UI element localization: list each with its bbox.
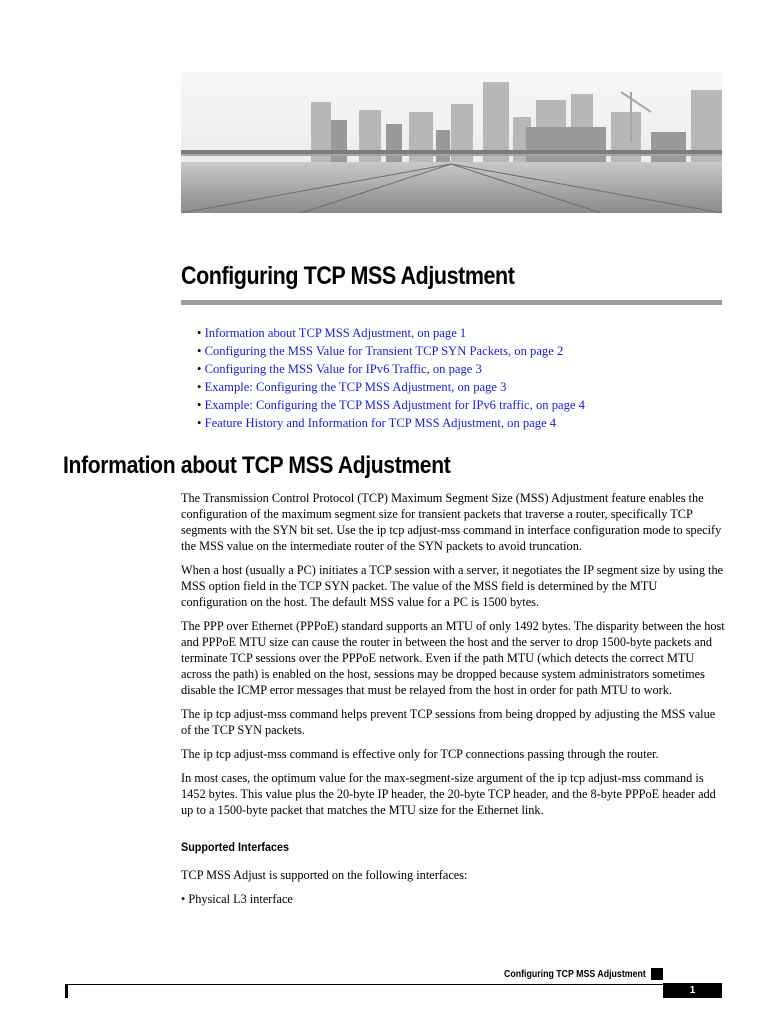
- toc-link[interactable]: Configuring the MSS Value for IPv6 Traffic, on page 3: [204, 362, 482, 376]
- footer-tick: [65, 984, 68, 998]
- body-paragraph: The ip tcp adjust-mss command is effective only for TCP connections passing through the router.: [181, 747, 659, 761]
- subheading-text: TCP MSS Adjust is supported on the following interfaces:: [181, 868, 468, 882]
- body-paragraph: The ip tcp adjust-mss command helps prevent TCP sessions from being dropped by adjusting the MSS value of the TCP SYN packets.: [181, 707, 716, 737]
- body-paragraph: In most cases, the optimum value for the max-segment-size argument of the ip tcp adjust-mss command is 1452 bytes. This value plus the 20-byte IP header, the 20-byte TCP header, and the 8-byte PPPoE header add up to a 1500-byte packet that matches the MTU size for the Ethernet link.: [181, 771, 716, 817]
- footer-marker: [651, 968, 663, 980]
- bullet-text: Physical L3 interface: [188, 892, 293, 906]
- title-rule: [181, 300, 722, 305]
- toc-link[interactable]: Information about TCP MSS Adjustment, on page 1: [204, 326, 467, 340]
- toc-item: • Configuring the MSS Value for Transient TCP SYN Packets, on page 2: [197, 344, 564, 358]
- header-banner-image: [181, 72, 722, 213]
- toc-item: • Information about TCP MSS Adjustment, on page 1: [197, 326, 467, 340]
- toc-link[interactable]: Example: Configuring the TCP MSS Adjustment, on page 3: [204, 380, 507, 394]
- body-paragraph: When a host (usually a PC) initiates a TCP session with a server, it negotiates the IP segment size by using the MSS option field in the TCP SYN packet. The value of the MSS field is determined by the MTU configuration on the host. The default MSS value for a PC is 1500 bytes.: [181, 563, 724, 609]
- toc-item: • Example: Configuring the TCP MSS Adjustment, on page 3: [197, 380, 507, 394]
- toc-link[interactable]: Example: Configuring the TCP MSS Adjustment for IPv6 traffic, on page 4: [204, 398, 585, 412]
- body-paragraph: The Transmission Control Protocol (TCP) Maximum Segment Size (MSS) Adjustment feature enables the configuration of the maximum segment size for transient packets that traverse a router, specifically TCP segments with the SYN bit set. Use the ip tcp adjust-mss command in interface configuration mode to specify the MSS value on the intermediate router of the SYN packets to avoid truncation.: [181, 491, 722, 553]
- section-body: [181, 490, 726, 915]
- section-title: Information about TCP MSS Adjustment: [63, 452, 451, 479]
- table-of-contents: [197, 324, 585, 432]
- footer-title: Configuring TCP MSS Adjustment: [504, 969, 646, 980]
- toc-link[interactable]: Configuring the MSS Value for Transient TCP SYN Packets, on page 2: [204, 344, 564, 358]
- subheading-supported-interfaces: Supported Interfaces: [181, 840, 290, 854]
- page-number: 1: [663, 983, 722, 998]
- toc-item: • Configuring the MSS Value for IPv6 Traffic, on page 3: [197, 362, 482, 376]
- toc-item: • Example: Configuring the TCP MSS Adjustment for IPv6 traffic, on page 4: [197, 398, 585, 412]
- footer-rule: [65, 984, 722, 985]
- toc-item: • Feature History and Information for TCP MSS Adjustment, on page 4: [197, 416, 557, 430]
- body-paragraph: The PPP over Ethernet (PPPoE) standard supports an MTU of only 1492 bytes. The disparity between the host and PPPoE MTU size can cause the router in between the host and the server to drop 1500-byte packets and terminate TCP sessions over the PPPoE network. Even if the path MTU (which detects the correct MTU across the path) is enabled on the host, sessions may be dropped because system administrators sometimes disable the ICMP error messages that must be relayed from the host in order for path MTU to work.: [181, 619, 725, 697]
- chapter-title: Configuring TCP MSS Adjustment: [181, 262, 515, 290]
- toc-link[interactable]: Feature History and Information for TCP MSS Adjustment, on page 4: [204, 416, 557, 430]
- bullet-item: • Physical L3 interface: [181, 892, 293, 906]
